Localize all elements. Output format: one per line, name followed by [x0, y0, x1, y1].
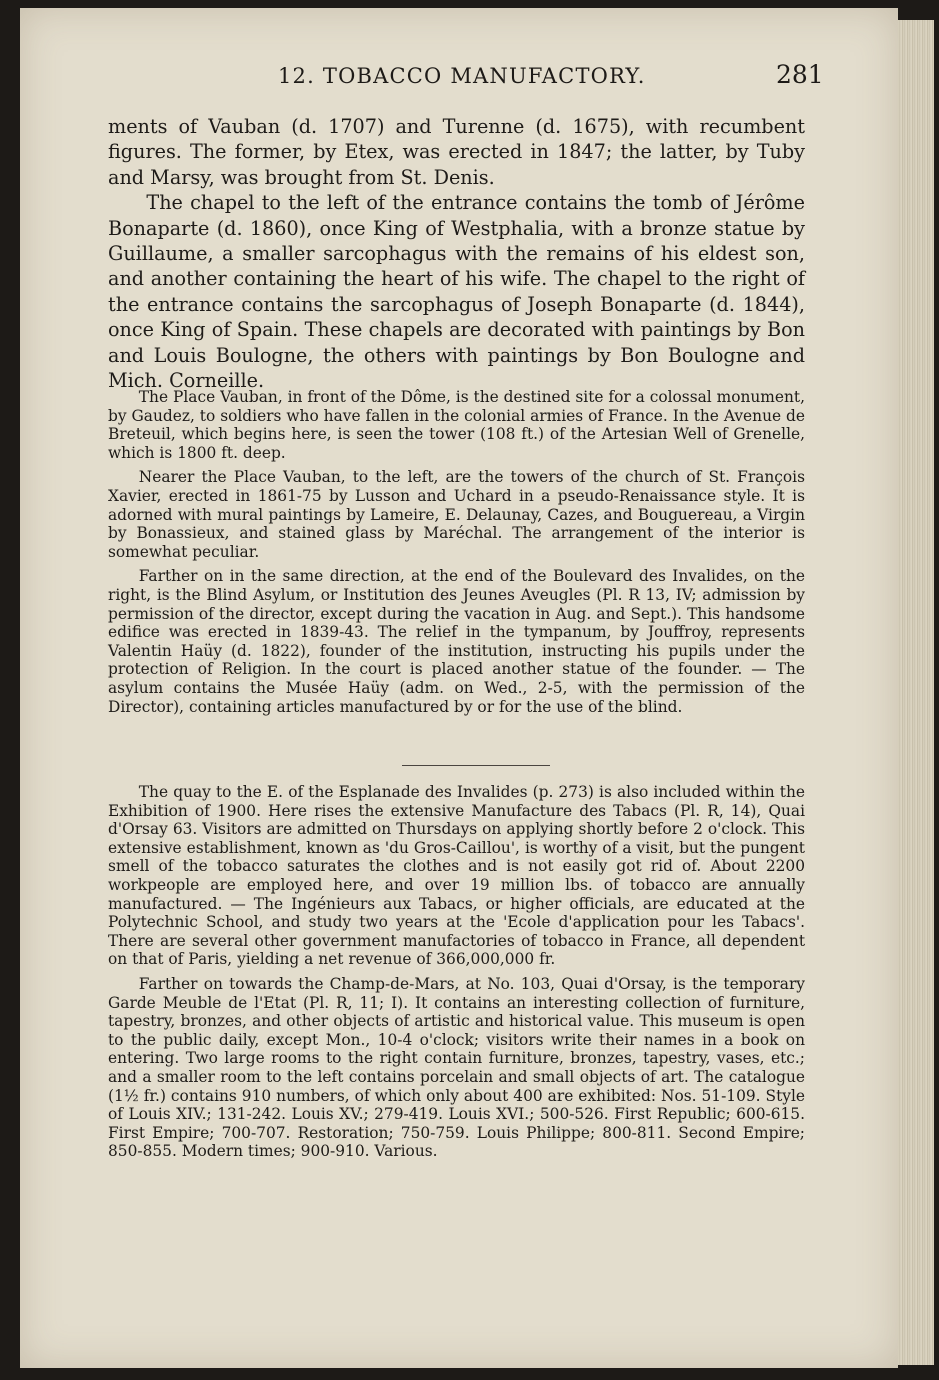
main-text-block	[108, 114, 805, 393]
paragraph-st-francois-xavier: Nearer the Place Vauban, to the left, are the towers of the church of St. François Xavier, erected in 1861-75 by Lusson and Uchard in a pseudo-Renaissance style. It is adorned with mural paintings by Lameire, E. Delaunay, Cazes, and Bouguereau, a Virgin by Bonassieux, and stained glass by Maréchal. The arrangement of the interior is somewhat peculiar.	[108, 468, 805, 561]
paragraph-blind-asylum: Farther on in the same direction, at the end of the Boulevard des Invalides, on the right, is the Blind Asylum, or Institution des Jeunes Aveugles (Pl. R 13, IV; admission by permission of the director, except during the vacation in Aug. and Sept.). This handsome edifice was erected in 1839-43. The relief in the tympanum, by Jouffroy, represents Valentin Haüy (d. 1822), founder of the institution, instructing his pupils under the protection of Religion. In the court is placed another statue of the founder. — The asylum contains the Musée Haüy (adm. on Wed., 2-5, with the permission of the Director), containing articles manufactured by or for the use of the blind.	[108, 567, 805, 716]
paragraph-place-vauban: The Place Vauban, in front of the Dôme, is the destined site for a colossal monument, by Gaudez, to soldiers who have fallen in the colonial armies of France. In the Avenue de Breteuil, which begins here, is seen the tower (108 ft.) of the Artesian Well of Grenelle, which is 1800 ft. deep.	[108, 388, 805, 462]
small-text-block-lower	[108, 783, 805, 1161]
book-page	[20, 8, 898, 1368]
page-number: 281	[776, 60, 824, 89]
small-text-block-upper	[108, 388, 805, 716]
paragraph-tobacco-manufactory: The quay to the E. of the Esplanade des Invalides (p. 273) is also included within the Exhibition of 1900. Here rises the extensive Manufacture des Tabacs (Pl. R, 14), Quai d'Orsay 63. Visitors are admitted on Thursdays on applying shortly before 2 o'clock. This extensive establishment, known as 'du Gros-Caillou', is worthy of a visit, but the pungent smell of the tobacco saturates the clothes and is not easily got rid of. About 2200 workpeople are employed here, and over 19 million lbs. of tobacco are annually manufactured. — The Ingénieurs aux Tabacs, or higher officials, are educated at the Polytechnic School, and study two years at the 'Ecole d'application pour les Tabacs'. There are several other government manufactories of tobacco in France, all dependent on that of Paris, yielding a net revenue of 366,000,000 fr.	[108, 783, 805, 969]
page-edges	[898, 20, 934, 1365]
chapter-title: 12. TOBACCO MANUFACTORY.	[278, 64, 646, 88]
section-divider	[402, 765, 550, 766]
paragraph-chapels: The chapel to the left of the entrance contains the tomb of Jérôme Bonaparte (d. 1860), once King of Westphalia, with a bronze statue by Guillaume, a smaller sarcophagus with the remains of his eldest son, and another containing the heart of his wife. The chapel to the right of the entrance contains the sarcophagus of Joseph Bonaparte (d. 1844), once King of Spain. These chapels are decorated with paintings by Bon and Louis Boulogne, the others with paintings by Bon Boulogne and Mich. Corneille.	[108, 191, 805, 393]
paragraph-garde-meuble: Farther on towards the Champ-de-Mars, at No. 103, Quai d'Orsay, is the temporary Garde Meuble de l'Etat (Pl. R, 11; I). It contains an interesting collection of furniture, tapestry, bronzes, and other objects of artistic and historical value. This museum is open to the public daily, except Mon., 10-4 o'clock; visitors write their names in a book on entering. Two large rooms to the right contain furniture, bronzes, tapestry, vases, etc.; and a smaller room to the left contains porcelain and small objects of art. The catalogue (1½ fr.) contains 910 numbers, of which only about 400 are exhibited: Nos. 51-109. Style of Louis XIV.; 131-242. Louis XV.; 279-419. Louis XVI.; 500-526. First Republic; 600-615. First Empire; 700-707. Restoration; 750-759. Louis Philippe; 800-811. Second Empire; 850-855. Modern times; 900-910. Various.	[108, 974, 805, 1161]
running-header	[20, 60, 898, 94]
paragraph-monuments: ments of Vauban (d. 1707) and Turenne (d. 1675), with recumbent figures. The former, by Etex, was erected in 1847; the latter, by Tuby and Marsy, was brought from St. Denis.	[108, 115, 805, 189]
